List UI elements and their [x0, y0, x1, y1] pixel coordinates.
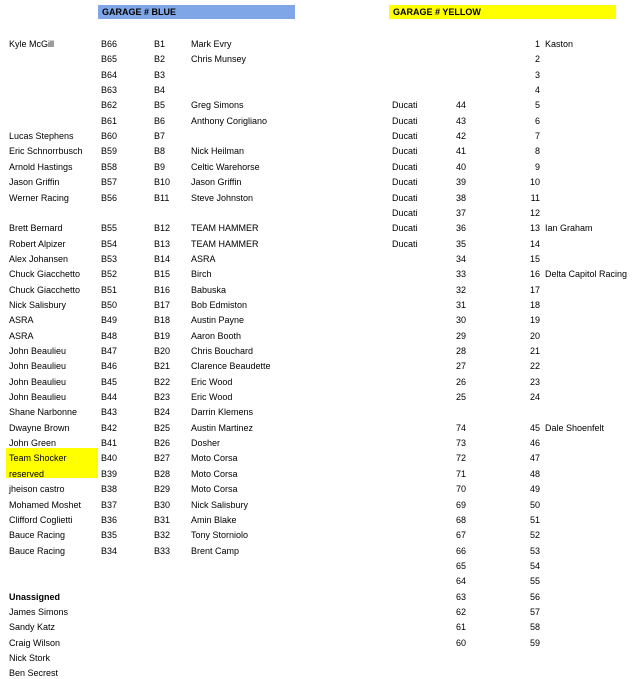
group-label[interactable]: Ducati: [392, 100, 418, 110]
garage-s-code[interactable]: B20: [154, 346, 171, 356]
garage-b-code[interactable]: B59: [101, 146, 118, 156]
garage-s-code[interactable]: B30: [154, 500, 171, 510]
yellow-right-number[interactable]: 59: [529, 638, 540, 648]
garage-blue-header-label: GARAGE # BLUE: [102, 7, 177, 17]
garage-b-code[interactable]: B36: [101, 515, 118, 525]
yellow-right-number[interactable]: 22: [529, 361, 540, 371]
yellow-right-number[interactable]: 45: [529, 423, 540, 433]
yellow-right-number[interactable]: 54: [529, 561, 540, 571]
yellow-right-number[interactable]: 17: [529, 285, 540, 295]
owner-name[interactable]: ASRA: [9, 315, 34, 325]
occupant-name[interactable]: Tony Storniolo: [191, 530, 249, 540]
yellow-right-number[interactable]: 11: [530, 193, 540, 203]
group-label[interactable]: Ducati: [392, 208, 418, 218]
yellow-occupant[interactable]: Delta Capitol Racing: [545, 269, 628, 279]
garage-s-code[interactable]: B33: [154, 546, 171, 556]
owner-name[interactable]: John Beaulieu: [9, 377, 67, 387]
yellow-right-number[interactable]: 20: [529, 331, 540, 341]
occupant-name[interactable]: Eric Wood: [191, 377, 233, 387]
garage-b-code[interactable]: B41: [101, 438, 118, 448]
garage-s-code[interactable]: B7: [154, 131, 166, 141]
owner-name[interactable]: Bauce Racing: [9, 530, 66, 540]
yellow-right-number[interactable]: 10: [529, 177, 540, 187]
occupant-name[interactable]: Anthony Corigliano: [191, 116, 268, 126]
owner-name[interactable]: Lucas Stephens: [9, 131, 74, 141]
yellow-occupant[interactable]: Dale Shoenfelt: [545, 423, 605, 433]
owner-name[interactable]: John Beaulieu: [9, 392, 67, 402]
owner-name[interactable]: Arnold Hastings: [9, 162, 73, 172]
occupant-name[interactable]: Amin Blake: [191, 515, 237, 525]
garage-s-code[interactable]: B9: [154, 162, 166, 172]
yellow-left-number[interactable]: 60: [455, 638, 466, 648]
garage-b-code[interactable]: B55: [101, 223, 118, 233]
group-label[interactable]: Ducati: [392, 146, 418, 156]
occupant-name[interactable]: Babuska: [191, 285, 227, 295]
owner-name[interactable]: James Simons: [9, 607, 69, 617]
owner-name[interactable]: Mohamed Moshet: [9, 500, 82, 510]
owner-name[interactable]: jheison castro: [9, 484, 65, 494]
owner-name[interactable]: Eric Schnorrbusch: [9, 146, 83, 156]
garage-b-code[interactable]: B52: [101, 269, 118, 279]
yellow-left-number[interactable]: 66: [455, 546, 466, 556]
occupant-name[interactable]: Birch: [191, 269, 212, 279]
garage-b-code[interactable]: B48: [101, 331, 118, 341]
yellow-left-number[interactable]: 64: [455, 576, 466, 586]
occupant-name[interactable]: Nick Salisbury: [191, 500, 249, 510]
owner-name[interactable]: Team Shocker: [9, 453, 67, 463]
garage-s-code[interactable]: B3: [154, 70, 166, 80]
occupant-name[interactable]: Eric Wood: [191, 392, 233, 402]
garage-s-code[interactable]: B6: [154, 116, 166, 126]
garage-b-code[interactable]: B43: [101, 407, 118, 417]
garage-s-code[interactable]: B2: [154, 54, 166, 64]
garage-b-code[interactable]: B49: [101, 315, 118, 325]
yellow-right-number[interactable]: 51: [529, 515, 540, 525]
garage-s-code[interactable]: B8: [154, 146, 166, 156]
yellow-left-number[interactable]: 33: [455, 269, 466, 279]
owner-name[interactable]: John Beaulieu: [9, 346, 67, 356]
owner-name[interactable]: ASRA: [9, 331, 34, 341]
garage-s-code[interactable]: B13: [154, 239, 171, 249]
yellow-right-number[interactable]: 3: [534, 70, 540, 80]
garage-b-code[interactable]: B63: [101, 85, 118, 95]
yellow-left-number[interactable]: 31: [455, 300, 466, 310]
garage-b-code[interactable]: B44: [101, 392, 118, 402]
owner-name[interactable]: Ben Secrest: [9, 668, 59, 678]
garage-b-code[interactable]: B61: [101, 116, 118, 126]
group-label[interactable]: Ducati: [392, 239, 418, 249]
yellow-right-number[interactable]: 53: [529, 546, 540, 556]
yellow-right-number[interactable]: 13: [529, 223, 540, 233]
garage-s-code[interactable]: B5: [154, 100, 166, 110]
yellow-right-number[interactable]: 47: [529, 453, 540, 463]
owner-name[interactable]: Jason Griffin: [9, 177, 60, 187]
yellow-occupant[interactable]: Ian Graham: [545, 223, 593, 233]
garage-yellow-header-label: GARAGE # YELLOW: [393, 7, 481, 17]
garage-s-code[interactable]: B19: [154, 331, 171, 341]
occupant-name[interactable]: Moto Corsa: [191, 469, 238, 479]
yellow-left-number[interactable]: 34: [455, 254, 466, 264]
yellow-right-number[interactable]: 18: [529, 300, 540, 310]
garage-b-code[interactable]: B54: [101, 239, 118, 249]
yellow-right-number[interactable]: 49: [529, 484, 540, 494]
yellow-left-number[interactable]: 30: [455, 315, 466, 325]
garage-b-code[interactable]: B47: [101, 346, 118, 356]
garage-b-code[interactable]: B57: [101, 177, 118, 187]
yellow-right-number[interactable]: 19: [529, 315, 540, 325]
garage-s-code[interactable]: B16: [154, 285, 171, 295]
owner-name[interactable]: Robert Alpizer: [9, 239, 66, 249]
yellow-right-number[interactable]: 5: [534, 100, 540, 110]
yellow-right-number[interactable]: 4: [534, 85, 540, 95]
garage-s-code[interactable]: B10: [154, 177, 171, 187]
yellow-left-number[interactable]: 29: [455, 331, 466, 341]
garage-s-code[interactable]: B21: [154, 361, 171, 371]
occupant-name[interactable]: Brent Camp: [191, 546, 240, 556]
yellow-right-number[interactable]: 1: [534, 39, 540, 49]
yellow-left-number[interactable]: 67: [455, 530, 466, 540]
yellow-right-number[interactable]: 24: [529, 392, 540, 402]
occupant-name[interactable]: Nick Heilman: [191, 146, 245, 156]
owner-name[interactable]: Bauce Racing: [9, 546, 66, 556]
yellow-left-number[interactable]: 28: [455, 346, 466, 356]
garage-b-code[interactable]: B35: [101, 530, 118, 540]
owner-name[interactable]: Sandy Katz: [9, 622, 56, 632]
owner-name[interactable]: John Beaulieu: [9, 361, 67, 371]
group-label[interactable]: Ducati: [392, 177, 418, 187]
garage-b-code[interactable]: B38: [101, 484, 118, 494]
garage-s-code[interactable]: B28: [154, 469, 171, 479]
owner-name[interactable]: Chuck Giacchetto: [9, 285, 81, 295]
yellow-right-number[interactable]: 15: [529, 254, 540, 264]
garage-s-code[interactable]: B17: [154, 300, 171, 310]
garage-b-code[interactable]: B46: [101, 361, 118, 371]
owner-name[interactable]: Dwayne Brown: [9, 423, 70, 433]
garage-s-code[interactable]: B12: [154, 223, 171, 233]
owner-name[interactable]: Shane Narbonne: [9, 407, 78, 417]
yellow-left-number[interactable]: 41: [455, 146, 466, 156]
occupant-name[interactable]: Clarence Beaudette: [191, 361, 271, 371]
garage-b-code[interactable]: B37: [101, 500, 118, 510]
yellow-left-number[interactable]: 69: [455, 500, 466, 510]
owner-name[interactable]: John Green: [9, 438, 57, 448]
occupant-name[interactable]: Mark Evry: [191, 39, 232, 49]
occupant-name[interactable]: Austin Payne: [191, 315, 245, 325]
garage-s-code[interactable]: B27: [154, 453, 171, 463]
yellow-right-number[interactable]: 6: [534, 116, 540, 126]
owner-name[interactable]: Nick Stork: [9, 653, 51, 663]
occupant-name[interactable]: Austin Martinez: [191, 423, 254, 433]
garage-s-code[interactable]: B11: [154, 193, 170, 203]
garage-b-code[interactable]: B58: [101, 162, 118, 172]
garage-b-code[interactable]: B40: [101, 453, 118, 463]
yellow-left-number[interactable]: 74: [455, 423, 466, 433]
yellow-right-number[interactable]: 12: [529, 208, 540, 218]
garage-s-code[interactable]: B22: [154, 377, 171, 387]
yellow-right-number[interactable]: 16: [529, 269, 540, 279]
yellow-left-number[interactable]: 40: [455, 162, 466, 172]
garage-s-code[interactable]: B26: [154, 438, 171, 448]
garage-b-code[interactable]: B42: [101, 423, 118, 433]
yellow-left-number[interactable]: 37: [455, 208, 466, 218]
occupant-name[interactable]: TEAM HAMMER: [191, 223, 259, 233]
garage-s-code[interactable]: B15: [154, 269, 171, 279]
group-label[interactable]: Ducati: [392, 116, 418, 126]
owner-name[interactable]: Brett Bernard: [9, 223, 63, 233]
yellow-left-number[interactable]: 42: [455, 131, 466, 141]
yellow-right-number[interactable]: 21: [529, 346, 540, 356]
yellow-left-number[interactable]: 44: [455, 100, 466, 110]
owner-name[interactable]: reserved: [9, 469, 45, 479]
yellow-left-number[interactable]: 63: [455, 592, 466, 602]
garage-s-code[interactable]: B14: [154, 254, 171, 264]
yellow-left-number[interactable]: 26: [455, 377, 466, 387]
garage-s-code[interactable]: B1: [154, 39, 166, 49]
garage-b-code[interactable]: B62: [101, 100, 118, 110]
group-label[interactable]: Ducati: [392, 193, 418, 203]
yellow-left-number[interactable]: 72: [455, 453, 466, 463]
garage-b-code[interactable]: B34: [101, 546, 118, 556]
garage-b-code[interactable]: B56: [101, 193, 118, 203]
yellow-left-number[interactable]: 68: [455, 515, 466, 525]
garage-s-code[interactable]: B25: [154, 423, 171, 433]
yellow-right-number[interactable]: 14: [529, 239, 540, 249]
group-label[interactable]: Ducati: [392, 223, 418, 233]
yellow-left-number[interactable]: 73: [455, 438, 466, 448]
yellow-right-number[interactable]: 46: [529, 438, 540, 448]
yellow-left-number[interactable]: 71: [455, 469, 466, 479]
occupant-name[interactable]: Chris Munsey: [191, 54, 247, 64]
yellow-left-number[interactable]: 36: [455, 223, 466, 233]
yellow-left-number[interactable]: 62: [455, 607, 466, 617]
owner-name[interactable]: Clifford Coglietti: [9, 515, 73, 525]
garage-b-code[interactable]: B39: [101, 469, 118, 479]
garage-s-code[interactable]: B18: [154, 315, 171, 325]
owner-name[interactable]: Nick Salisbury: [9, 300, 67, 310]
yellow-right-number[interactable]: 56: [529, 592, 540, 602]
group-label[interactable]: Ducati: [392, 162, 418, 172]
garage-b-code[interactable]: B50: [101, 300, 118, 310]
garage-b-code[interactable]: B66: [101, 39, 118, 49]
yellow-right-number[interactable]: 23: [529, 377, 540, 387]
garage-s-code[interactable]: B4: [154, 85, 166, 95]
occupant-name[interactable]: Chris Bouchard: [191, 346, 254, 356]
yellow-right-number[interactable]: 7: [534, 131, 540, 141]
yellow-right-number[interactable]: 2: [534, 54, 540, 64]
owner-name[interactable]: Unassigned: [9, 592, 61, 602]
yellow-right-number[interactable]: 48: [529, 469, 540, 479]
yellow-left-number[interactable]: 32: [455, 285, 466, 295]
occupant-name[interactable]: TEAM HAMMER: [191, 239, 259, 249]
owner-name[interactable]: Craig Wilson: [9, 638, 61, 648]
garage-b-code[interactable]: B45: [101, 377, 118, 387]
occupant-name[interactable]: Celtic Warehorse: [191, 162, 260, 172]
yellow-left-number[interactable]: 70: [455, 484, 466, 494]
yellow-right-number[interactable]: 57: [529, 607, 540, 617]
garage-b-code[interactable]: B65: [101, 54, 118, 64]
occupant-name[interactable]: Dosher: [191, 438, 221, 448]
group-label[interactable]: Ducati: [392, 131, 418, 141]
garage-blue-header[interactable]: [98, 5, 295, 19]
yellow-right-number[interactable]: 50: [529, 500, 540, 510]
garage-s-code[interactable]: B29: [154, 484, 171, 494]
garage-b-code[interactable]: B60: [101, 131, 118, 141]
garage-s-code[interactable]: B23: [154, 392, 171, 402]
owner-name[interactable]: Werner Racing: [9, 193, 69, 203]
yellow-right-number[interactable]: 8: [534, 146, 540, 156]
owner-name[interactable]: Chuck Giacchetto: [9, 269, 81, 279]
garage-b-code[interactable]: B64: [101, 70, 118, 80]
owner-name[interactable]: Alex Johansen: [9, 254, 69, 264]
yellow-left-number[interactable]: 27: [455, 361, 466, 371]
yellow-left-number[interactable]: 25: [455, 392, 466, 402]
owner-name[interactable]: Kyle McGill: [9, 39, 55, 49]
garage-s-code[interactable]: B24: [154, 407, 171, 417]
yellow-right-number[interactable]: 55: [529, 576, 540, 586]
occupant-name[interactable]: Bob Edmiston: [191, 300, 248, 310]
occupant-name[interactable]: Darrin Klemens: [191, 407, 254, 417]
yellow-left-number[interactable]: 35: [455, 239, 466, 249]
yellow-right-number[interactable]: 52: [529, 530, 540, 540]
occupant-name[interactable]: Moto Corsa: [191, 484, 238, 494]
garage-b-code[interactable]: B53: [101, 254, 118, 264]
occupant-name[interactable]: Moto Corsa: [191, 453, 238, 463]
yellow-left-number[interactable]: 65: [455, 561, 466, 571]
occupant-name[interactable]: ASRA: [191, 254, 216, 264]
garage-b-code[interactable]: B51: [101, 285, 118, 295]
occupant-name[interactable]: Aaron Booth: [191, 331, 242, 341]
yellow-right-number[interactable]: 9: [534, 162, 540, 172]
yellow-right-number[interactable]: 58: [529, 622, 540, 632]
garage-yellow-header[interactable]: [389, 5, 616, 19]
occupant-name[interactable]: Greg Simons: [191, 100, 244, 110]
occupant-name[interactable]: Steve Johnston: [191, 193, 254, 203]
yellow-occupant[interactable]: Kaston: [545, 39, 574, 49]
yellow-left-number[interactable]: 43: [455, 116, 466, 126]
yellow-left-number[interactable]: 39: [455, 177, 466, 187]
garage-s-code[interactable]: B31: [154, 515, 171, 525]
yellow-left-number[interactable]: 61: [455, 622, 466, 632]
occupant-name[interactable]: Jason Griffin: [191, 177, 242, 187]
yellow-left-number[interactable]: 38: [455, 193, 466, 203]
garage-s-code[interactable]: B32: [154, 530, 171, 540]
